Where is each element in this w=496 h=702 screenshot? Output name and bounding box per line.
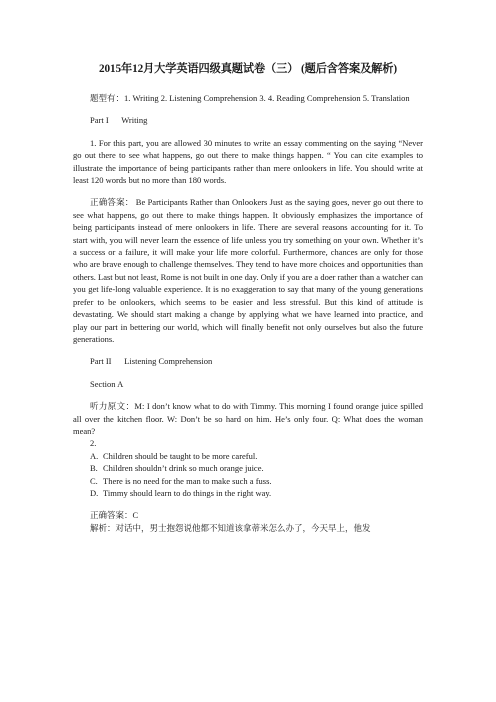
q2-number: 2. <box>90 438 97 449</box>
q1-answer: 正确答案： Be Participants Rather than Onlookers Just as the saying goes, never go out there to see what happens, go out there to make things happen. It obviously emphasizes the importance of being participants instead of mere onlookers in life. There are several reasons accounting for it. To start with, you will never learn the essence of life unless you try something on your own. Whether it’s a success or a failure, it will make your life more colorful. Furthermore, chances are only for those who are brave enough to challenge themselves. They tend to have more choices and opportunities than others. Last but not least, Rome is not built in one day. Only if you are a doer rather than a watcher can you get life-long valuable experience. It is no exaggeration to say that many of the young generations prefer to be onlookers, which seems to be easier and less stressful. But this kind of attitude is devastating. We should start making a change by applying what we have learned into practice, and play our part in bettering our world, which will finally benefit not only ourselves but also the future generations. <box>73 197 423 344</box>
q1-text: 1. For this part, you are allowed 30 minutes to write an essay commenting on the saying “Never go out there to see what happens, go out there to make things happen. “ You can cite examples to illustrate the importance of being participants rather than mere onlookers in life. You should write at least 120 words but no more than 180 words. <box>73 137 423 186</box>
option-b: B. Children shouldn’t drink so much orange juice. <box>90 463 264 474</box>
q2-answer: 正确答案：C <box>90 510 139 521</box>
q2-script: 听力原文：M: I don’t know what to do with Timmy. This morning I found orange juice spilled all over the kitchen floor. W: Don’t be so hard on him. He’s only four. Q: What does the woman mean? <box>73 401 423 436</box>
option-d: D. Timmy should learn to do things in the right way. <box>90 487 272 498</box>
question-types: 题型有：1. Writing 2. Listening Comprehension 3. 4. Reading Comprehension 5. Translation <box>90 93 410 103</box>
option-c: C. There is no need for the man to make such a fuss. <box>90 475 272 486</box>
section-a-heading: Section A <box>90 378 124 389</box>
document-page <box>73 60 423 534</box>
document-title: 2015年12月大学英语四级真题试卷（三） (题后含答案及解析) <box>99 63 397 75</box>
part1-heading: Part I Writing <box>90 115 148 126</box>
q2-analysis: 解析：对话中，男士抱怨说他都不知道该拿蒂米怎么办了，今天早上，他发 <box>90 522 371 533</box>
option-a: A. Children should be taught to be more careful. <box>90 450 258 461</box>
part2-heading: Part II Listening Comprehension <box>90 356 213 367</box>
